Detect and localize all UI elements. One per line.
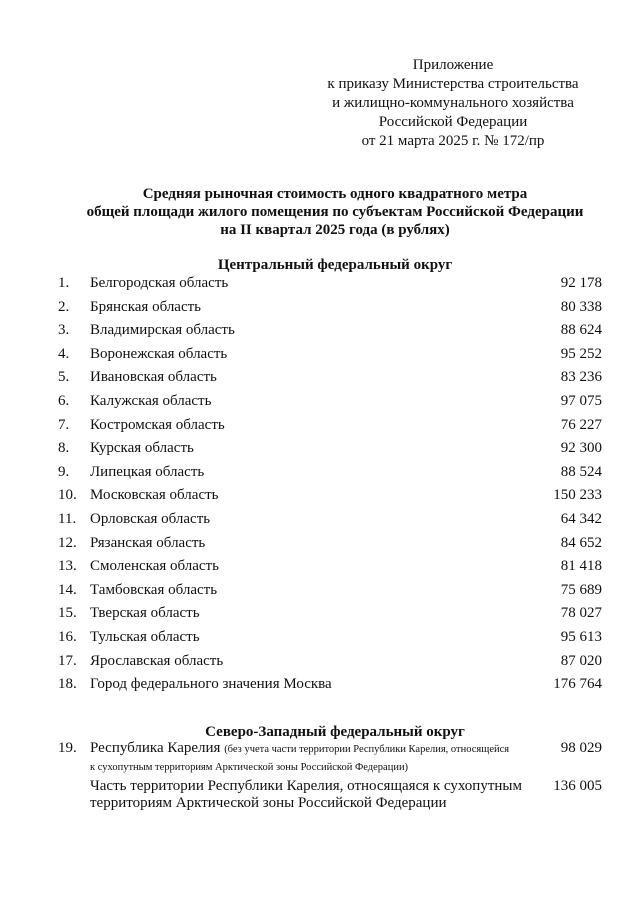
table-row	[0, 391, 640, 415]
region-name: Владимирская область	[90, 322, 235, 339]
price-value: 92 178	[560, 275, 602, 291]
price-table-central	[0, 273, 640, 698]
region-name: Калужская область	[90, 392, 212, 409]
table-row	[0, 603, 640, 627]
table-row	[0, 415, 640, 439]
price-value: 81 418	[560, 558, 602, 575]
table-row	[0, 320, 640, 344]
title-line: общей площади жилого помещения по субъектам Российской Федерации	[86, 204, 584, 220]
table-row	[0, 462, 640, 486]
row-number: 14.	[58, 581, 77, 598]
price-value: 150 233	[553, 487, 602, 504]
price-value: 176 764	[553, 676, 602, 693]
table-row	[0, 651, 640, 675]
row-number: 15.	[58, 605, 77, 622]
price-value: 92 300	[560, 440, 602, 457]
region-name: Липецкая область	[90, 463, 205, 480]
price-value: 95 252	[560, 345, 602, 362]
region-name: Костромская область	[90, 416, 225, 433]
row-number: 9.	[58, 463, 70, 480]
row-number: 8.	[58, 440, 70, 457]
table-row	[0, 778, 640, 816]
price-value: 136 005	[553, 778, 602, 794]
region-name: Курская область	[90, 440, 194, 457]
table-row	[0, 627, 640, 651]
region-name: Ивановская область	[90, 369, 217, 386]
price-value: 78 027	[560, 605, 602, 622]
region-name: Смоленская область	[90, 558, 219, 575]
table-row	[0, 580, 640, 604]
region-name-continued: территориям Арктической зоны Российской Федерации	[90, 795, 447, 811]
table-row	[0, 367, 640, 391]
region-note: (без учета части территории Республики Карелия, относящейся	[224, 744, 510, 755]
title-line: на II квартал 2025 года (в рублях)	[220, 222, 450, 238]
row-number: 13.	[58, 558, 77, 575]
row-number: 2.	[58, 298, 70, 315]
price-value: 98 029	[560, 740, 602, 756]
row-number: 6.	[58, 392, 70, 409]
table-row	[0, 273, 640, 297]
section-title-northwest: Северо-Западный федеральный округ	[205, 724, 465, 740]
document-title	[40, 185, 630, 239]
row-number: 12.	[58, 534, 77, 551]
region-name: Тамбовская область	[90, 581, 218, 598]
row-number: 7.	[58, 416, 70, 433]
table-row	[0, 533, 640, 557]
table-row	[0, 438, 640, 462]
price-value: 64 342	[560, 510, 602, 527]
price-value: 88 624	[560, 322, 602, 339]
row-number: 19.	[58, 740, 77, 756]
row-number: 11.	[58, 510, 77, 527]
row-number: 17.	[58, 652, 77, 669]
price-value: 80 338	[560, 298, 602, 315]
region-name: Московская область	[90, 487, 219, 504]
appendix-header	[318, 56, 588, 151]
price-value: 75 689	[560, 581, 602, 598]
appendix-line: Российской Федерации	[378, 114, 528, 130]
row-number: 16.	[58, 628, 77, 645]
price-value: 88 524	[560, 463, 602, 480]
region-name-block	[90, 740, 550, 776]
region-name: Ярославская область	[90, 652, 224, 669]
price-value: 83 236	[560, 369, 602, 386]
region-name: Белгородская область	[90, 275, 229, 291]
table-row	[0, 344, 640, 368]
price-value: 87 020	[560, 652, 602, 669]
region-name: Рязанская область	[90, 534, 206, 551]
region-name: Тульская область	[90, 628, 200, 645]
table-row	[0, 674, 640, 698]
row-number: 3.	[58, 322, 70, 339]
region-name: Орловская область	[90, 510, 211, 527]
region-name-block	[90, 778, 550, 812]
price-table-northwest	[0, 740, 640, 816]
title-line: Средняя рыночная стоимость одного квадратного метра	[142, 186, 528, 202]
table-row	[0, 556, 640, 580]
region-name: Город федерального значения Москва	[90, 676, 332, 693]
appendix-line: Приложение	[412, 57, 494, 73]
appendix-line: к приказу Министерства строительства	[327, 76, 579, 92]
price-value: 76 227	[560, 416, 602, 433]
row-number: 18.	[58, 676, 77, 693]
table-row	[0, 297, 640, 321]
region-name: Брянская область	[90, 298, 202, 315]
row-number: 4.	[58, 345, 70, 362]
row-number: 1.	[58, 275, 70, 291]
price-value: 95 613	[560, 628, 602, 645]
region-name: Часть территории Республики Карелия, относящаяся к сухопутным	[90, 778, 522, 794]
region-name: Воронежская область	[90, 345, 228, 362]
price-value: 84 652	[560, 534, 602, 551]
table-row	[0, 509, 640, 533]
row-number: 10.	[58, 487, 77, 504]
price-value: 97 075	[560, 392, 602, 409]
region-name: Республика Карелия	[90, 740, 221, 756]
table-row	[0, 485, 640, 509]
table-row	[0, 740, 640, 778]
section-title-central: Центральный федеральный округ	[217, 257, 453, 273]
region-name: Тверская область	[90, 605, 200, 622]
region-note-continued: к сухопутным территориям Арктической зоны Российской Федерации)	[90, 762, 409, 773]
appendix-line: и жилищно-коммунального хозяйства	[332, 95, 574, 111]
appendix-line: от 21 марта 2025 г. № 172/пр	[361, 133, 545, 149]
row-number: 5.	[58, 369, 70, 386]
